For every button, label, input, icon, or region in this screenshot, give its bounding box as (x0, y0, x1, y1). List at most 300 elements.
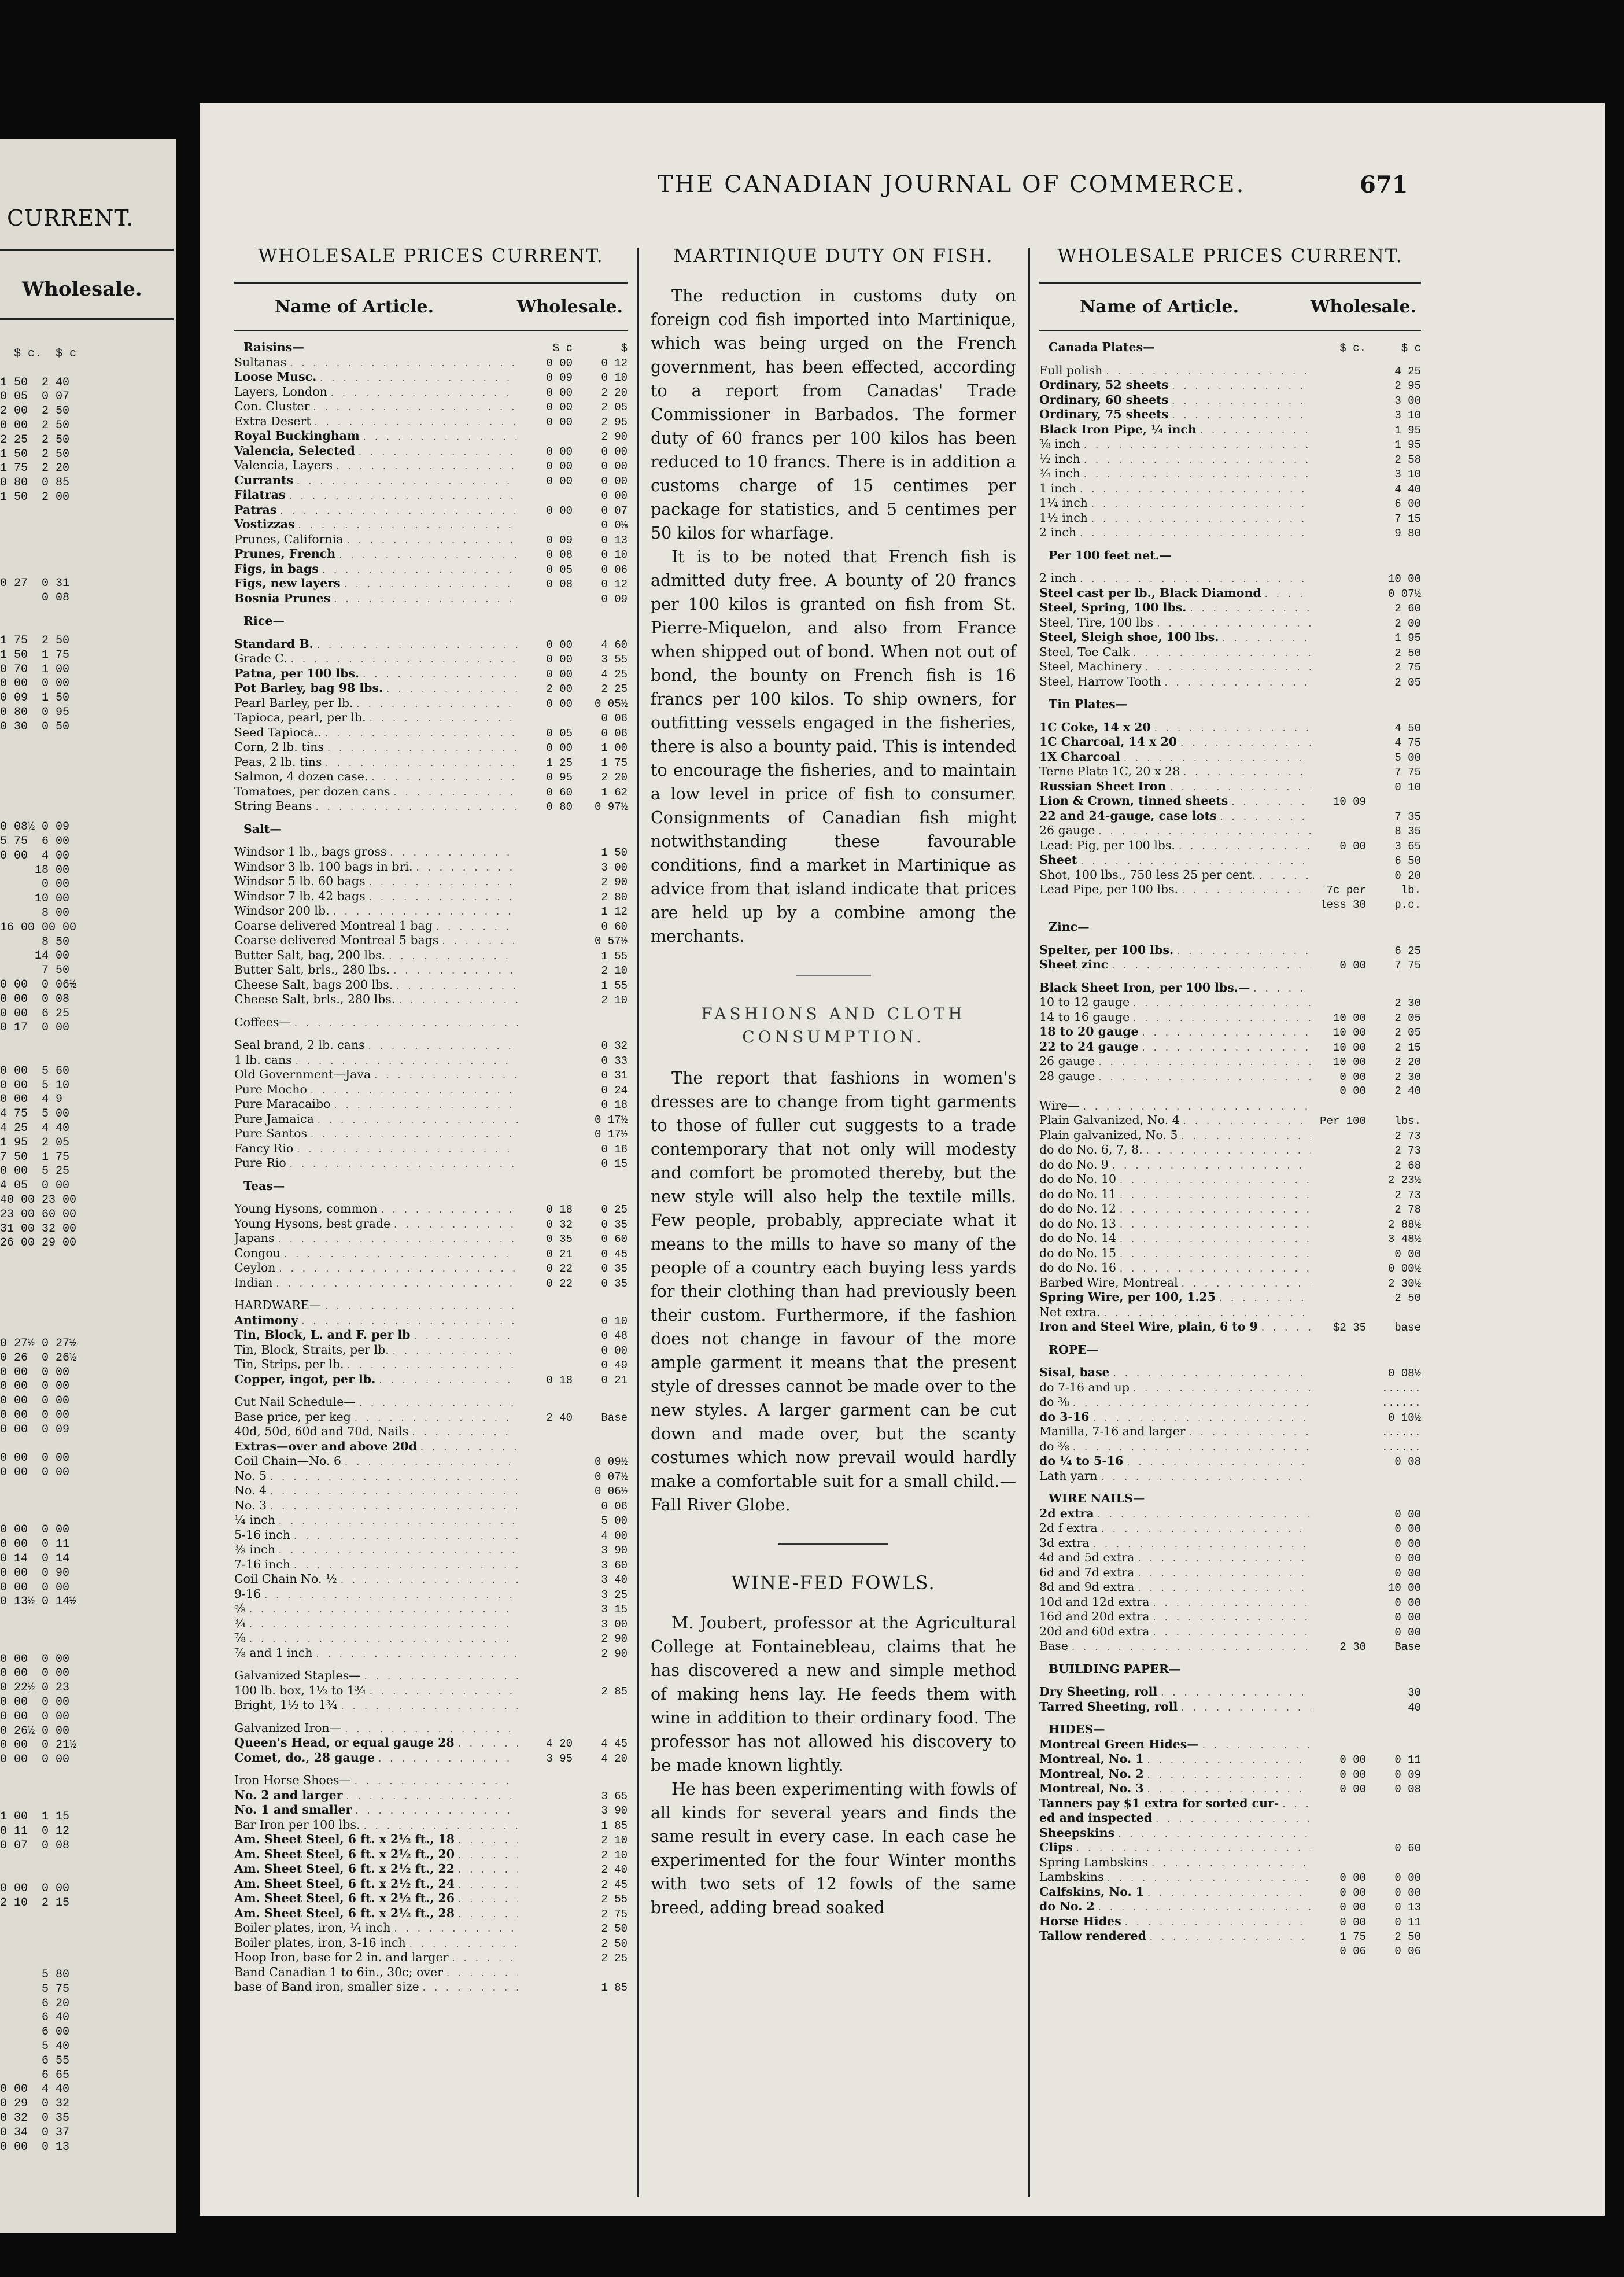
price-row (0, 763, 174, 778)
price-row (1039, 1128, 1421, 1143)
article-name: ¼ inch (234, 1513, 275, 1527)
price-row (234, 1313, 628, 1328)
price-row: 18 00 (0, 863, 70, 877)
article-name: Prunes, French (234, 547, 336, 561)
article-name: 2d f extra (1039, 1521, 1098, 1535)
article-list (651, 245, 1016, 1919)
price-high: lb. (1401, 884, 1421, 897)
price-low: 0 00 (1339, 1915, 1366, 1929)
price-row: 0 29 0 32 (0, 2097, 70, 2111)
price-row (1039, 1069, 1421, 1084)
price-high: 6 25 (1394, 944, 1421, 957)
article-name: Am. Sheet Steel, 6 ft. x 2½ ft., 20 (234, 1847, 455, 1861)
price-row (1039, 1521, 1421, 1536)
article-name: Tallow rendered (1039, 1929, 1146, 1943)
price-row: 2 25 2 50 (0, 433, 70, 447)
price-row (1039, 563, 1421, 571)
leader-dots (1145, 660, 1311, 675)
leader-dots (1073, 1440, 1311, 1454)
price-row: 0 32 0 35 (0, 2112, 70, 2125)
leader-dots (341, 1572, 518, 1587)
price-row (234, 1773, 628, 1788)
price-row (0, 1911, 174, 1925)
price-row (1039, 466, 1421, 481)
price-row (1039, 1217, 1421, 1232)
article-name: Queen's Head, or equal gauge 28 (234, 1736, 455, 1749)
price-low: 0 18 (546, 1373, 573, 1387)
article-name: Pure Maracaibo (234, 1097, 331, 1111)
price-high: 4 45 (601, 1737, 628, 1750)
price-high: 1 62 (601, 786, 628, 799)
price-low: 0 09 (546, 533, 573, 547)
price-high: 0 21 (601, 1373, 628, 1387)
leader-dots (344, 577, 518, 591)
leader-dots (452, 1951, 518, 1965)
leader-dots (442, 934, 518, 948)
article-name: Montreal, No. 1 (1039, 1752, 1144, 1766)
price-row (1039, 1320, 1421, 1335)
article-name: Hoop Iron, base for 2 in. and larger (234, 1950, 449, 1964)
price-row (0, 1624, 174, 1638)
leader-dots (1133, 1011, 1311, 1025)
price-row: 0 00 0 90 (0, 1566, 70, 1580)
article-name: 2 inch (1039, 571, 1077, 585)
article-name: Am. Sheet Steel, 6 ft. x 2½ ft., 24 (234, 1876, 455, 1891)
price-low: 0 00 (1339, 1085, 1366, 1097)
article-name: Copper, ingot, per lb. (234, 1372, 376, 1386)
price-low: 2 40 (546, 1411, 573, 1424)
price-row (0, 1251, 174, 1265)
price-row (1039, 1654, 1421, 1662)
leader-dots (325, 726, 518, 740)
article-paragraph: He has been experimenting with fowls of all kinds for several years and finds the same result in every case. In each case he experimented for the four Winter months with two sets of 12 fowls of the same breed, adding bread soaked (651, 1779, 1016, 1917)
leader-dots (311, 1083, 518, 1097)
price-row: 0 08 (0, 591, 70, 605)
price-high: 2 85 (601, 1685, 628, 1698)
price-high: 0 07½ (594, 1470, 628, 1483)
price-row (1039, 1685, 1421, 1700)
price-row (1039, 823, 1421, 838)
price-row (1039, 659, 1421, 675)
price-row (234, 1721, 628, 1736)
price-row (1039, 1580, 1421, 1595)
article-paragraph: It is to be noted that French fish is admitted duty free. A bounty of 20 francs per 100 kilos is granted on fish from St. Pierre-Miquelon, and also from France when shipped out of bond. When not out of bond, the bounty on French fish is 16 francs per 100 kilos. To ship owners, for outfitting vessels engaged in the fisheries, there is also a bounty paid. This is intended to encourage the fisheries, and to maintain a low level in price of fish to consumer. Consignments of Canadian fish might notwithstanding these favourable conditions, find a market in Martinique as advice from that island indicate that prices are held up by a combine among the merchants. (651, 547, 1016, 946)
leader-dots (1076, 1841, 1311, 1855)
price-low: less 30 (1320, 898, 1366, 911)
price-low: 0 22 (546, 1262, 573, 1275)
article-name: Rice— (243, 614, 285, 628)
price-row (0, 1280, 174, 1294)
price-low: 0 00 (546, 474, 573, 488)
price-high: 2 90 (601, 430, 628, 443)
price-high: 0 60 (601, 1233, 628, 1246)
price-row (0, 1854, 174, 1868)
leader-dots (326, 756, 518, 770)
price-row (1039, 571, 1421, 586)
leader-dots (279, 1543, 518, 1557)
price-high: 1 95 (1394, 439, 1421, 451)
price-row (234, 503, 628, 518)
leader-dots (1133, 646, 1311, 660)
price-row (234, 1067, 628, 1082)
price-row: 0 00 0 09 (0, 1423, 70, 1436)
price-row (1039, 1424, 1421, 1439)
price-row (234, 963, 628, 978)
price-row (1039, 1040, 1421, 1055)
price-high: 2 20 (601, 771, 628, 784)
price-high: 0 08 (1394, 1456, 1421, 1468)
price-row (1039, 1767, 1421, 1782)
price-high: 3 00 (1394, 394, 1421, 407)
price-row (1039, 1677, 1421, 1685)
price-row (234, 1469, 628, 1484)
price-low: 0 18 (546, 1203, 573, 1216)
price-row (1039, 720, 1421, 735)
article-name: Spring Wire, per 100, 1.25 (1039, 1290, 1216, 1304)
price-row (234, 1936, 628, 1951)
price-row: 0 00 (0, 878, 70, 891)
price-high: 2 90 (601, 876, 628, 889)
article-name: 28 gauge (1039, 1069, 1095, 1083)
leader-dots (1190, 601, 1311, 616)
article-name: 1C Coke, 14 x 20 (1039, 720, 1151, 734)
price-row (1039, 1506, 1421, 1521)
price-row (1039, 779, 1421, 794)
price-high: 2 55 (601, 1893, 628, 1906)
divider (234, 330, 628, 331)
article-name: Pure Santos (234, 1126, 308, 1140)
price-row (1039, 935, 1421, 943)
article-name: 5-16 inch (234, 1527, 291, 1542)
price-row (234, 1290, 628, 1298)
price-low: 0 00 (546, 504, 573, 517)
price-high: 3 40 (601, 1574, 628, 1586)
price-row: 0 26 0 26½ (0, 1351, 77, 1365)
price-row (234, 1439, 628, 1454)
price-row: 0 00 4 00 (0, 849, 70, 863)
price-row (234, 1832, 628, 1847)
leader-dots (1083, 1099, 1311, 1114)
price-low: 2 30 (1339, 1641, 1366, 1653)
price-row (1039, 1469, 1421, 1484)
leader-dots (359, 1395, 518, 1410)
price-row: 8 50 (0, 935, 70, 949)
leader-dots (394, 1921, 518, 1936)
price-row (1039, 393, 1421, 408)
price-high: 0 60 (601, 920, 628, 933)
price-row (1039, 1172, 1421, 1187)
article-name: Plain galvanized, No. 5 (1039, 1128, 1178, 1142)
price-high: ...... (1381, 1426, 1421, 1439)
price-row (234, 1601, 628, 1616)
price-row (1039, 1914, 1421, 1929)
price-row (234, 1261, 628, 1276)
leader-dots (346, 533, 518, 547)
price-row (234, 517, 628, 532)
article-name: Bosnia Prunes (234, 591, 331, 605)
price-row: 0 00 0 13 (0, 2140, 70, 2154)
article-name: Peas, 2 lb. tins (234, 754, 322, 769)
price-row: 6 65 (0, 2068, 70, 2082)
price-row (0, 792, 174, 806)
price-row: 0 00 0 00 (0, 1365, 70, 1379)
article-name: Butter Salt, bag, 200 lbs. (234, 948, 386, 962)
price-row (234, 1513, 628, 1528)
price-low: 10 00 (1333, 1026, 1366, 1039)
price-high: ...... (1381, 1397, 1421, 1409)
price-high: 2 73 (1394, 1144, 1421, 1157)
price-low: 0 00 (546, 445, 573, 458)
price-high: 0 12 (601, 578, 628, 591)
price-row (1039, 1290, 1421, 1305)
price-row (0, 1322, 174, 1337)
leader-dots (423, 1980, 518, 1995)
price-row (234, 399, 628, 414)
price-row: 4 25 4 40 (0, 1122, 70, 1136)
price-high: 0 12 (601, 356, 628, 370)
price-high: 0 20 (1394, 869, 1421, 882)
price-high: 2 50 (1394, 646, 1421, 659)
price-row (0, 1308, 174, 1322)
price-low: 0 00 (1339, 1783, 1366, 1796)
article-name: Am. Sheet Steel, 6 ft. x 2½ ft., 26 (234, 1891, 455, 1905)
article-name: Tin, Block, L. and F. per lb (234, 1328, 411, 1342)
price-row (1039, 1357, 1421, 1365)
article-name: 2 inch (1039, 525, 1077, 539)
price-row (1039, 1944, 1421, 1959)
price-row (234, 769, 628, 784)
leader-dots (1120, 1173, 1311, 1187)
article-name: ⅞ (234, 1631, 246, 1645)
price-high: 3 60 (601, 1558, 628, 1572)
leader-dots (1080, 853, 1311, 868)
price-high: 0 06 (1394, 1944, 1421, 1958)
leader-dots (334, 592, 518, 606)
price-row (1039, 422, 1421, 437)
column-header-row (234, 284, 628, 330)
leader-dots (284, 1247, 518, 1261)
article-name: Base (1039, 1639, 1068, 1653)
article-name: 100 lb. box, 1½ to 1¾ (234, 1683, 366, 1697)
price-high: 3 00 (601, 861, 628, 874)
price-high: 2 40 (601, 1863, 628, 1876)
leader-dots (1138, 1566, 1311, 1580)
article-name: Am. Sheet Steel, 6 ft. x 2½ ft., 18 (234, 1832, 455, 1846)
leader-dots (327, 740, 518, 755)
price-high: 2 73 (1394, 1188, 1421, 1202)
leader-dots (369, 890, 518, 904)
section-heading (1039, 1491, 1421, 1506)
price-row: 0 14 0 14 (0, 1552, 70, 1565)
article-name: do ¼ to 5-16 (1039, 1454, 1124, 1468)
price-row (1039, 1202, 1421, 1217)
price-row: 0 00 6 25 (0, 1007, 70, 1020)
price-row (0, 1638, 174, 1653)
article-name: Coffees— (234, 1015, 291, 1029)
price-high: p.c. (1394, 898, 1421, 911)
price-high: 0 17½ (594, 1128, 628, 1141)
price-low: 0 00 (1339, 1886, 1366, 1899)
price-row (0, 1796, 174, 1810)
price-row (234, 1528, 628, 1543)
leader-dots (346, 1789, 518, 1803)
price-high: 0 10 (601, 371, 628, 384)
price-row: 0 08½ 0 09 (0, 820, 70, 834)
price-row (234, 1053, 628, 1068)
price-high: 0 35 (601, 1262, 628, 1275)
price-row: 0 00 5 10 (0, 1078, 70, 1092)
price-low: 10 00 (1333, 1011, 1366, 1025)
price-row (234, 1921, 628, 1936)
price-low: 0 00 (1339, 1871, 1366, 1884)
leader-dots (393, 1343, 518, 1358)
leader-dots (249, 1602, 518, 1616)
article-name: Indian (234, 1275, 273, 1289)
price-row (1039, 1899, 1421, 1914)
price-high: 0 00 (1394, 1523, 1421, 1535)
price-high: 2 00 (1394, 617, 1421, 630)
price-high: 2 20 (1394, 1056, 1421, 1069)
price-row (234, 845, 628, 860)
price-row: 0 00 0 21½ (0, 1738, 77, 1752)
price-high: 4 25 (601, 668, 628, 681)
article-name: Salmon, 4 dozen case. (234, 769, 368, 783)
article-name: Full polish (1039, 363, 1103, 377)
price-high: 0 09 (601, 592, 628, 606)
price-high: 0 10 (601, 1314, 628, 1328)
price-row (234, 370, 628, 385)
price-row (1039, 452, 1421, 467)
article-name: Plain Galvanized, No. 4 (1039, 1113, 1180, 1127)
price-row: 0 00 0 00 (0, 1408, 70, 1422)
article-name: 1½ inch (1039, 510, 1088, 525)
price-high: 3 25 (601, 1588, 628, 1601)
leader-dots (1182, 1276, 1311, 1291)
leader-dots (1101, 1469, 1311, 1484)
price-high: 8 35 (1394, 825, 1421, 838)
leader-dots (381, 1202, 518, 1217)
article-name: No. 4 (234, 1483, 267, 1497)
price-row (234, 1015, 628, 1030)
price-row: 0 00 5 60 (0, 1064, 70, 1078)
article-name: Cheese Salt, brls., 280 lbs. (234, 992, 396, 1006)
price-row: 0 00 0 00 (0, 1451, 70, 1465)
price-high: ...... (1381, 1440, 1421, 1454)
leader-dots (374, 1068, 518, 1082)
leader-dots (458, 1736, 518, 1751)
price-high: 0 10 (601, 548, 628, 561)
article-name: Pure Mocho (234, 1082, 307, 1096)
leader-dots (1124, 750, 1311, 765)
price-row (234, 755, 628, 770)
price-row: 0 27½ 0 27½ (0, 1336, 77, 1350)
article-name: HIDES— (1049, 1722, 1105, 1736)
price-low: 10 00 (1333, 1041, 1366, 1054)
article-name: Fancy Rio (234, 1141, 294, 1155)
article-name: Corn, 2 lb. tins (234, 740, 324, 754)
price-row (1039, 995, 1421, 1010)
price-row (0, 533, 174, 548)
article-name: Lion & Crown, tinned sheets (1039, 794, 1228, 808)
price-high: 0 00 (1394, 1886, 1421, 1899)
price-low: 0 00 (546, 356, 573, 370)
leader-dots (1179, 839, 1311, 853)
price-row (234, 1646, 628, 1661)
price-row (234, 1950, 628, 1965)
price-list (234, 340, 628, 1995)
leader-dots (458, 1862, 518, 1877)
leader-dots (416, 860, 518, 875)
price-high: 4 50 (1394, 721, 1421, 735)
article-name: Tin Plates— (1049, 697, 1128, 711)
column-header-name: Name of Article. (275, 297, 434, 317)
leader-dots (446, 1966, 518, 1980)
price-high: 0 09 (1394, 1768, 1421, 1781)
price-low: 0 35 (546, 1233, 573, 1246)
price-high: 3 90 (601, 1804, 628, 1817)
price-row (1039, 437, 1421, 452)
leader-dots (297, 1142, 518, 1156)
article-name: do 7-16 and up (1039, 1380, 1130, 1394)
price-row (234, 1557, 628, 1572)
leader-dots (393, 785, 518, 799)
price-row: 0 00 0 00 (0, 1394, 70, 1408)
leader-dots (1125, 1915, 1311, 1929)
price-row (1039, 1840, 1421, 1855)
price-row (234, 1803, 628, 1818)
price-high: 0 06 (601, 563, 628, 576)
article-name: do do No. 14 (1039, 1231, 1116, 1245)
article-name: No. 2 and larger (234, 1788, 343, 1802)
price-row (234, 562, 628, 577)
leader-dots (315, 415, 518, 429)
leader-dots (1153, 1596, 1311, 1610)
price-low: 10 00 (1333, 1056, 1366, 1069)
article-name: No. 3 (234, 1498, 267, 1512)
price-row (1039, 1609, 1421, 1624)
price-high: 1 00 (601, 742, 628, 754)
price-row: 0 70 1 00 (0, 662, 70, 676)
leader-dots (264, 1587, 518, 1602)
article-name: Canada Plates— (1049, 340, 1155, 354)
price-row (234, 1713, 628, 1721)
section-heading (1039, 340, 1421, 355)
article-name: Bar Iron per 100 lbs. (234, 1817, 360, 1832)
price-row (234, 444, 628, 459)
leader-dots (290, 1156, 518, 1171)
leader-dots (436, 919, 518, 934)
price-row (234, 1217, 628, 1232)
leader-dots (289, 488, 518, 503)
article-name: Lambskins (1039, 1870, 1104, 1884)
leader-dots (420, 1440, 518, 1454)
price-high: 2 80 (601, 890, 628, 904)
article-name: Young Hysons, common (234, 1202, 378, 1215)
article-name: Am. Sheet Steel, 6 ft. x 2½ ft., 22 (234, 1862, 455, 1876)
price-low: 0 60 (546, 786, 573, 799)
price-high: 0 00 (1394, 1871, 1421, 1884)
price-row (234, 1298, 628, 1313)
leader-dots (345, 1454, 518, 1469)
price-high: 0 06 (601, 712, 628, 725)
leader-dots (363, 667, 518, 681)
price-row (1039, 1246, 1421, 1261)
price-row: 4 75 5 00 (0, 1107, 70, 1121)
price-high: 4 75 (1394, 736, 1421, 749)
price-high: 0 11 (1394, 1753, 1421, 1766)
price-row (0, 1939, 174, 1954)
article-name: Sheet (1039, 853, 1077, 867)
